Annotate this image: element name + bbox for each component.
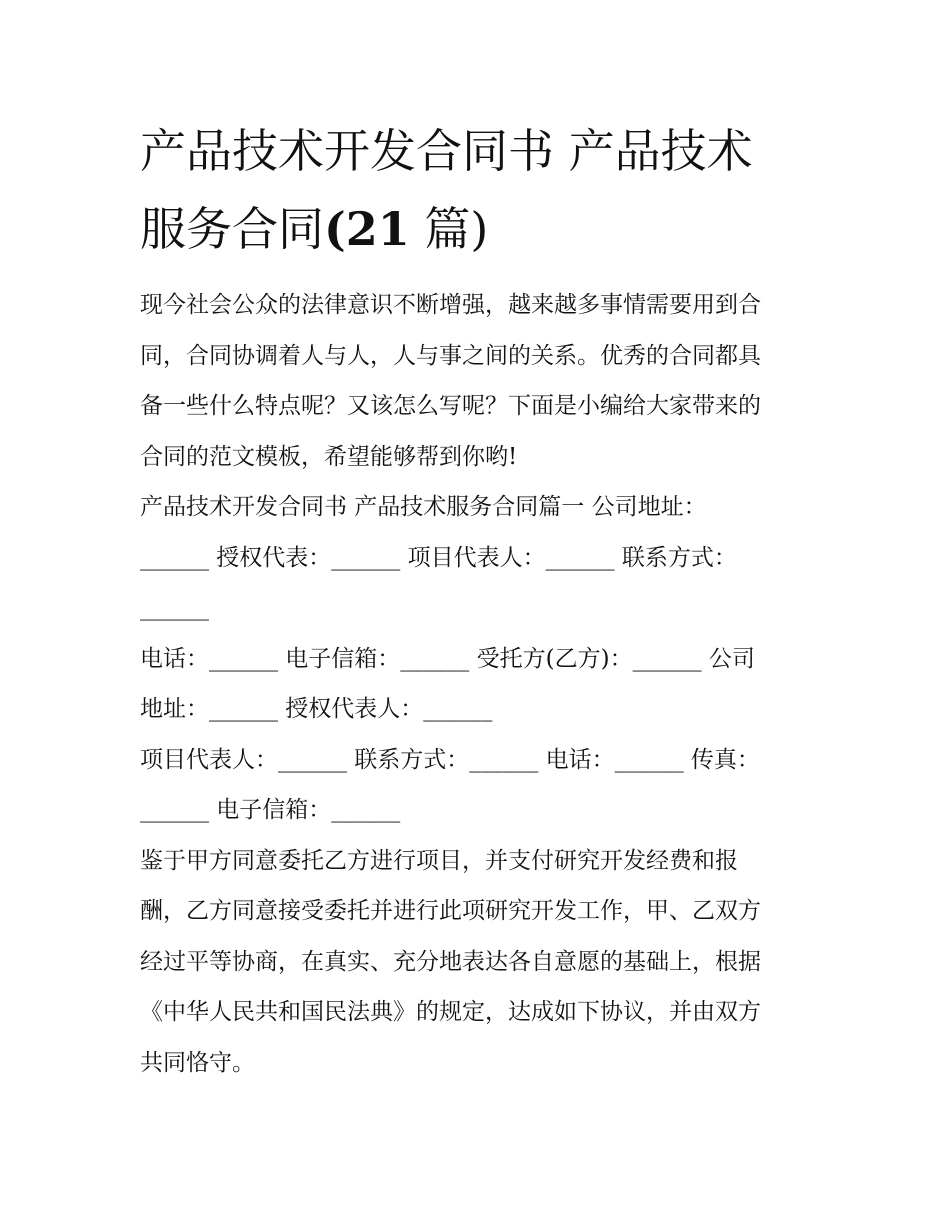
preamble-line: 鉴于甲方同意委托乙方进行项目，并支付研究开发经费和报 [140,847,738,874]
title-line-2 [140,190,820,268]
intro-paragraph [140,280,820,482]
party-b-contact-line: ______ 电子信箱：______ [140,797,401,823]
party-a-line: ______ [140,595,209,621]
intro-line: 现今社会公众的法律意识不断增强，越来越多事情需要用到合 [140,292,761,318]
title-line-1: 产品技术开发合同书 产品技术 [140,124,753,178]
party-b-line: 地址：______ 授权代表人：______ [140,696,493,722]
party-a-line: ______ 授权代表：______ 项目代表人：______ 联系方式： [140,544,737,571]
party-b-info-paragraph [140,634,820,735]
title-line-2-count: (21 [324,202,410,256]
intro-line: 合同的范文模板，希望能够帮到你哟! [140,443,518,470]
intro-line: 同，合同协调着人与人，人与事之间的关系。优秀的合同都具 [140,342,761,369]
party-a-info-paragraph [140,482,820,634]
document-page [140,112,820,1088]
party-b-contact-line: 项目代表人：______ 联系方式：______ 电话：______ 传真： [140,746,760,773]
party-b-line: 电话：______ 电子信箱：______ 受托方(乙方)：______ 公司 [140,645,755,672]
preamble-line: 《中华人民共和国民法典》的规定，达成如下协议，并由双方 [140,999,761,1025]
agreement-preamble-paragraph [140,836,820,1089]
title-line-2-end: 篇) [409,202,489,256]
preamble-line: 酬，乙方同意接受委托并进行此项研究开发工作，甲、乙双方 [140,898,761,924]
preamble-line: 共同恪守。 [140,1049,255,1076]
title-line-2-text: 服务合同 [140,202,324,256]
party-a-line: 产品技术开发合同书 产品技术服务合同篇一 公司地址： [140,494,707,520]
intro-line: 备一些什么特点呢？又该怎么写呢？下面是小编给大家带来的 [140,393,761,419]
party-b-contact-paragraph [140,735,820,836]
document-title [140,112,820,268]
preamble-line: 经过平等协商，在真实、充分地表达各自意愿的基础上，根据 [140,948,761,975]
